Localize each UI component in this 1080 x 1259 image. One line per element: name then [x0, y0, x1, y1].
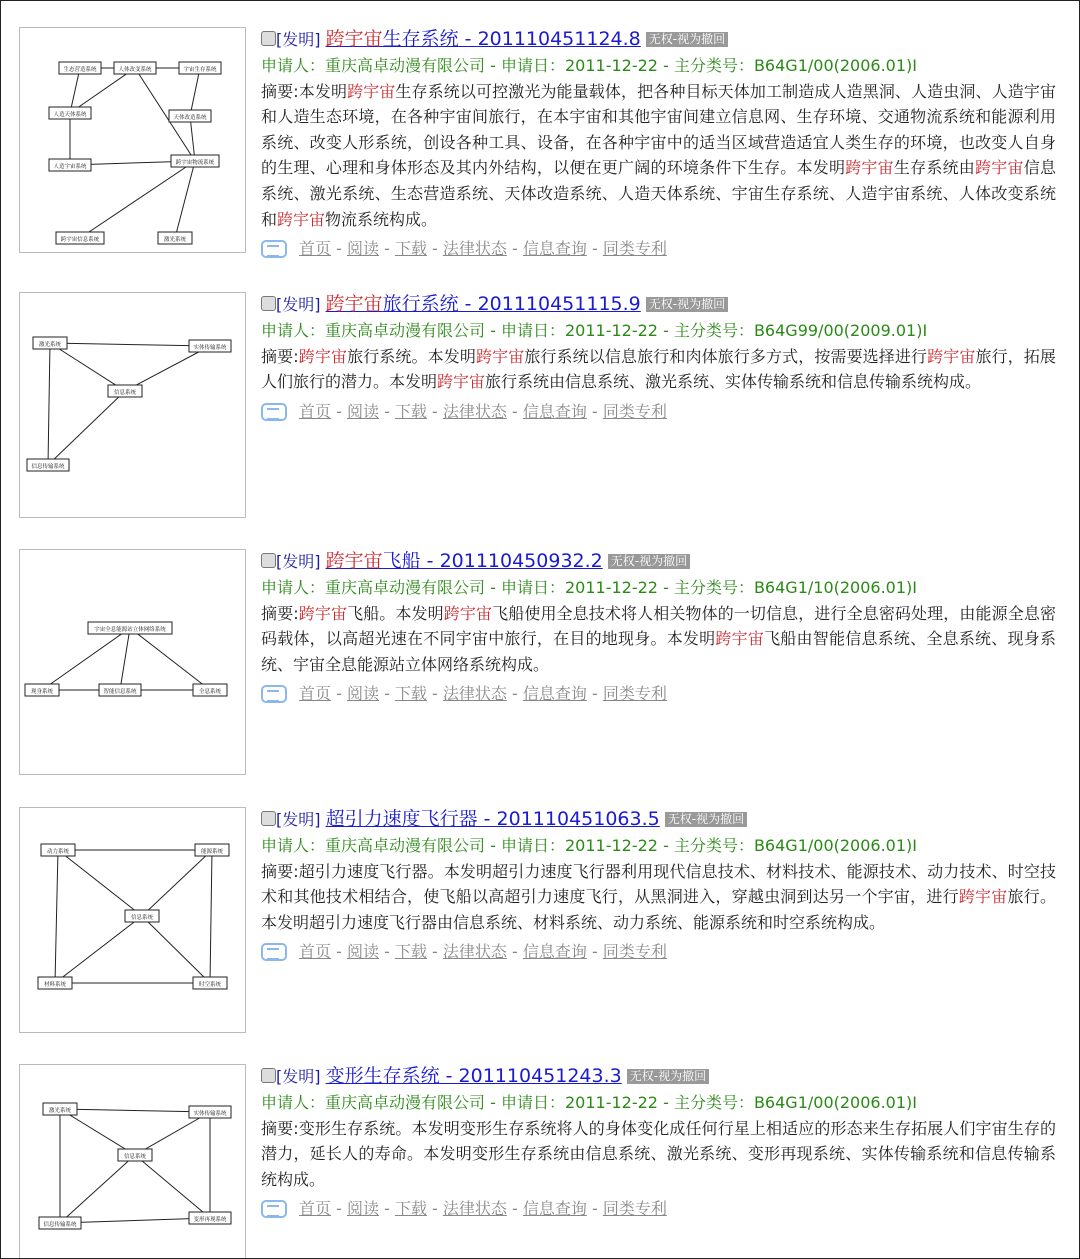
applicant: 重庆高卓动漫有限公司 — [325, 578, 486, 597]
link-separator: - — [586, 942, 603, 962]
svg-text:变形再现系统: 变形再现系统 — [193, 1217, 227, 1223]
patent-number: 201110451115.9 — [477, 293, 641, 315]
title-segment: 跨宇宙 — [325, 550, 383, 572]
svg-text:生态营造系统: 生态营造系统 — [63, 67, 97, 73]
diagram-box — [125, 910, 159, 922]
diagram-box — [158, 232, 192, 244]
document-icon — [261, 240, 287, 258]
abstract-segment: 物流系统构成。 — [325, 209, 438, 229]
diagram-arrow — [135, 1155, 210, 1218]
link-4[interactable]: 信息查询 — [522, 401, 587, 421]
svg-text:激光系统: 激光系统 — [163, 237, 187, 243]
result-item — [1, 549, 1079, 799]
svg-text:实体传输系统: 实体传输系统 — [193, 345, 227, 351]
diagram-box — [171, 155, 219, 167]
link-0[interactable]: 首页 — [299, 942, 332, 962]
link-5[interactable]: 同类专利 — [602, 1199, 667, 1219]
link-1[interactable]: 阅读 — [346, 1199, 379, 1219]
patent-title-link[interactable]: 跨宇宙旅行系统 - 201110451115.9 — [325, 293, 641, 315]
status-badge: 无权-视为撤回 — [646, 297, 728, 312]
abstract: 摘要:本发明跨宇宙生存系统以可控激光为能量载体，把各种目标天体加工制造成人造黑洞、人造虫洞、人造宇宙和人造生态环境，在各种宇宙间旅行，在本宇宙和其他宇宙间建立信息网、生存环境、交通物流系统和能源利用系统、改变人形系统，创设各种工具、设备，在各种宇宙中的适当区域营造适宜人类生存的环境，也改变人自身的生理、心理和身体形态及其内外结构，以便在更广阔的环境条件下生存。本发明跨宇宙生存系统由跨宇宙信息系统、激光系统、生态营造系统、天体改造系统、人造天体系统、宇宙生存系统、人造宇宙系统、人体改变系统和跨宇宙物流系统构成。 — [261, 81, 1056, 229]
result-item — [1, 292, 1079, 542]
select-checkbox[interactable] — [261, 1068, 276, 1083]
title-segment: 飞船 — [382, 550, 421, 572]
svg-text:信息系统: 信息系统 — [130, 915, 154, 921]
status-badge: 无权-视为撤回 — [665, 812, 747, 827]
diagram-arrow — [60, 1218, 210, 1223]
patent-type: [发明] — [276, 552, 321, 571]
abstract-segment: 旅行系统以信息旅行和肉体旅行多方式，按需要选择进行 — [524, 346, 928, 366]
title-segment: 生存系统 — [382, 28, 459, 50]
link-separator: - — [378, 239, 395, 259]
abstract-segment: 生存系统以可控激光为能量载体，把各种目标天体加工制造成人造黑洞、人造虫洞、人造宇宙和人造生态环境，在各种宇宙间旅行，在本宇宙和其他宇宙间建立信息网、生存环境、交通物流系统和能源利用系统、改变人形系统，创设各种工具、设备，在各种宇宙中的适当区域营造适宜人类生存的环境，也改变人自身的生理、心理和身体形态及其内外结构，以便在更广阔的环境条件下生存。本发明 — [261, 81, 1056, 178]
diagram-box — [88, 622, 172, 634]
select-checkbox[interactable] — [261, 553, 276, 568]
main-class: B64G1/00(2006.01)I — [753, 1093, 917, 1112]
patent-title-link[interactable]: 跨宇宙生存系统 - 201110451124.8 — [325, 28, 641, 50]
applicant: 重庆高卓动漫有限公司 — [325, 1093, 486, 1112]
abstract-segment: 跨宇宙 — [298, 603, 348, 623]
link-3[interactable]: 法律状态 — [442, 684, 507, 704]
title-segment: 变形生存系统 — [325, 1065, 440, 1087]
diagram-arrow — [190, 68, 200, 116]
select-checkbox[interactable] — [261, 296, 276, 311]
abstract-segment: 跨宇宙 — [443, 603, 493, 623]
svg-text:信息系统: 信息系统 — [113, 390, 137, 396]
svg-text:现身系统: 现身系统 — [30, 689, 54, 695]
action-links — [261, 236, 1056, 262]
link-separator: - — [426, 942, 443, 962]
diagram-arrow — [48, 391, 125, 465]
diagram-box — [99, 684, 141, 696]
abstract: 摘要:跨宇宙旅行系统。本发明跨宇宙旅行系统以信息旅行和肉体旅行多方式，按需要选择进行跨宇宙旅行，拓展人们旅行的潜力。本发明跨宇宙旅行系统由信息系统、激光系统、实体传输系统和信息传输系统构成。 — [261, 346, 1056, 392]
link-1[interactable]: 阅读 — [346, 401, 379, 421]
result-item — [1, 1064, 1079, 1259]
abstract-segment: 跨宇宙 — [475, 346, 525, 366]
title-segment: 跨宇宙 — [325, 293, 383, 315]
svg-text:激光系统: 激光系统 — [38, 342, 62, 348]
svg-text:动力系统: 动力系统 — [46, 849, 70, 855]
select-checkbox[interactable] — [261, 31, 276, 46]
abstract-segment: 生存系统由 — [893, 158, 976, 178]
abstract-segment: 跨宇宙 — [958, 887, 1008, 907]
abstract: 摘要:跨宇宙飞船。本发明跨宇宙飞船使用全息技术将人相关物体的一切信息，进行全息密码处理，由能源全息密码载体，以高超光速在不同宇宙中旅行，在目的地现身。本发明跨宇宙飞船由智能信息系统、全息系统、现身系统、宇宙全息能源站立体网络系统构成。 — [261, 603, 1056, 674]
diagram-box — [189, 1212, 231, 1224]
abstract-segment: 旅行，拓展人们旅行的潜力。本发明 — [261, 346, 1056, 392]
patent-title-link[interactable]: 跨宇宙飞船 - 201110450932.2 — [325, 550, 603, 572]
link-1[interactable]: 阅读 — [346, 239, 379, 259]
patent-meta: 申请人：重庆高卓动漫有限公司 - 申请日：2011-12-22 - 主分类号：B64G1/10(2006.01)I — [261, 578, 917, 597]
svg-text:跨宇宙物流系统: 跨宇宙物流系统 — [175, 160, 215, 166]
diagram-arrow — [125, 346, 210, 391]
link-separator: - — [378, 942, 395, 962]
status-badge: 无权-视为撤回 — [608, 554, 690, 569]
link-5[interactable]: 同类专利 — [602, 684, 667, 704]
diagram-box — [59, 62, 101, 74]
link-separator: - — [506, 1199, 523, 1219]
diagram-box — [189, 340, 231, 352]
diagram-arrow — [42, 628, 130, 690]
application-date: 2011-12-22 — [565, 1093, 658, 1112]
action-links — [261, 399, 1056, 425]
link-2[interactable]: 下载 — [394, 239, 427, 259]
main-class: B64G99/00(2009.01)I — [753, 321, 928, 340]
svg-text:能源系统: 能源系统 — [200, 849, 224, 855]
patent-number: 201110451063.5 — [496, 808, 660, 830]
abstract-segment: 跨宇宙 — [298, 346, 348, 366]
diagram-arrow — [58, 850, 142, 916]
svg-text:天体改造系统: 天体改造系统 — [173, 115, 207, 121]
abstract: 摘要:变形生存系统。本发明变形生存系统将人的身体变化成任何行星上相适应的形态来生存拓展人们宇宙生存的潜力，延长人的寿命。本发明变形生存系统由信息系统、激光系统、变形再现系统、实体传输系统和信息传输系统构成。 — [261, 1118, 1056, 1189]
patent-number: 201110450932.2 — [439, 550, 603, 572]
action-links — [261, 1196, 1056, 1222]
abstract-segment: 跨宇宙 — [975, 158, 1024, 178]
link-1[interactable]: 阅读 — [346, 942, 379, 962]
applicant: 重庆高卓动漫有限公司 — [325, 321, 486, 340]
result-item — [1, 27, 1079, 277]
diagram-box — [49, 159, 91, 171]
diagram-box — [27, 459, 69, 471]
diagram-box — [49, 107, 91, 119]
svg-text:时空系统: 时空系统 — [198, 982, 222, 988]
patent-meta: 申请人：重庆高卓动漫有限公司 - 申请日：2011-12-22 - 主分类号：B64G99/00(2009.01)I — [261, 321, 928, 340]
svg-text:宇宙生存系统: 宇宙生存系统 — [183, 67, 217, 73]
abstract-segment: 跨宇宙 — [715, 629, 765, 649]
main-class: B64G1/00(2006.01)I — [753, 56, 917, 75]
diagram-box — [189, 1106, 231, 1118]
link-separator: - — [331, 239, 347, 259]
link-separator: - — [331, 684, 347, 704]
action-links — [261, 939, 1056, 965]
link-separator: - — [506, 239, 523, 259]
link-separator: - — [586, 1199, 603, 1219]
abstract-segment: 飞船。本发明 — [347, 603, 444, 623]
patent-number: 201110451243.3 — [458, 1065, 622, 1087]
link-separator: - — [586, 684, 603, 704]
applicant: 重庆高卓动漫有限公司 — [325, 56, 486, 75]
abstract: 摘要:超引力速度飞行器。本发明超引力速度飞行器利用现代信息技术、材料技术、能源技术、动力技术、时空技术和其他技术相结合，使飞船以高超引力速度飞行，从黑洞进入，穿越虫洞到达另一个宇宙，进行跨宇宙旅行。本发明超引力速度飞行器由信息系统、材料系统、动力系统、能源系统和时空系统构成。 — [261, 861, 1056, 932]
abstract-segment: 跨宇宙 — [347, 81, 396, 101]
action-links — [261, 681, 1056, 707]
link-separator: - — [331, 401, 347, 421]
link-separator: - — [378, 401, 395, 421]
link-separator: - — [331, 942, 347, 962]
diagram-arrow — [55, 850, 58, 983]
link-0[interactable]: 首页 — [299, 401, 332, 421]
svg-text:宇宙全息能源站立体网络系统: 宇宙全息能源站立体网络系统 — [94, 627, 166, 633]
diagram-arrow — [70, 68, 80, 113]
main-class: B64G1/10(2006.01)I — [753, 578, 917, 597]
link-4[interactable]: 信息查询 — [522, 684, 587, 704]
link-separator: - — [426, 401, 443, 421]
title-segment: 超引力速度飞行器 — [325, 808, 478, 830]
diagram-arrow — [60, 1109, 210, 1112]
diagram-arrow — [130, 628, 210, 690]
patent-meta: 申请人：重庆高卓动漫有限公司 - 申请日：2011-12-22 - 主分类号：B64G1/00(2006.01)I — [261, 56, 917, 75]
patent-drawing-thumbnail[interactable] — [19, 292, 246, 518]
diagram-arrow — [142, 850, 212, 916]
abstract-segment: 旅行。本发明超引力速度飞行器由信息系统、材料系统、动力系统、能源系统和时空系统构成。 — [261, 887, 1056, 932]
abstract-segment: 旅行系统。本发明 — [347, 346, 476, 366]
link-separator: - — [426, 684, 443, 704]
diagram-box — [179, 62, 221, 74]
svg-text:人造天体系统: 人造天体系统 — [53, 112, 87, 118]
svg-text:跨宇宙信息系统: 跨宇宙信息系统 — [60, 237, 100, 243]
diagram-box — [169, 110, 211, 122]
abstract-segment: 飞船由智能信息系统、全息系统、现身系统、宇宙全息能源站立体网络系统构成。 — [261, 629, 1056, 674]
abstract-segment: 跨宇宙 — [845, 158, 894, 178]
svg-text:实体传输系统: 实体传输系统 — [193, 1111, 227, 1117]
link-separator: - — [426, 239, 443, 259]
abstract-segment: 本发明 — [298, 81, 348, 101]
link-separator: - — [506, 942, 523, 962]
document-icon — [261, 685, 287, 703]
document-icon — [261, 1200, 287, 1218]
status-badge: 无权-视为撤回 — [627, 1069, 709, 1084]
diagram-box — [56, 232, 104, 244]
link-5[interactable]: 同类专利 — [602, 942, 667, 962]
link-3[interactable]: 法律状态 — [442, 401, 507, 421]
application-date: 2011-12-22 — [565, 836, 658, 855]
svg-text:智能信息系统: 智能信息系统 — [103, 689, 137, 695]
link-3[interactable]: 法律状态 — [442, 1199, 507, 1219]
patent-drawing-thumbnail[interactable] — [19, 807, 246, 1033]
patent-type: [发明] — [276, 810, 321, 829]
diagram-box — [193, 684, 227, 696]
svg-text:激光系统: 激光系统 — [48, 1108, 72, 1114]
patent-drawing-thumbnail[interactable] — [19, 27, 246, 253]
diagram-box — [38, 977, 72, 989]
patent-meta: 申请人：重庆高卓动漫有限公司 - 申请日：2011-12-22 - 主分类号：B64G1/00(2006.01)I — [261, 836, 917, 855]
status-badge: 无权-视为撤回 — [646, 32, 728, 47]
link-1[interactable]: 阅读 — [346, 684, 379, 704]
application-date: 2011-12-22 — [565, 578, 658, 597]
diagram-box — [195, 844, 229, 856]
result-item — [1, 807, 1079, 1057]
diagram-arrow — [210, 850, 212, 983]
link-2[interactable]: 下载 — [394, 684, 427, 704]
applicant: 重庆高卓动漫有限公司 — [325, 836, 486, 855]
link-2[interactable]: 下载 — [394, 1199, 427, 1219]
abstract-segment: 跨宇宙 — [277, 209, 326, 229]
diagram-arrow — [70, 68, 135, 113]
diagram-arrow — [50, 343, 125, 391]
link-separator: - — [506, 401, 523, 421]
svg-text:信息系统: 信息系统 — [123, 1154, 147, 1160]
patent-meta: 申请人：重庆高卓动漫有限公司 - 申请日：2011-12-22 - 主分类号：B64G1/00(2006.01)I — [261, 1093, 917, 1112]
application-date: 2011-12-22 — [565, 321, 658, 340]
diagram-box — [108, 385, 142, 397]
diagram-box — [41, 844, 75, 856]
select-checkbox[interactable] — [261, 811, 276, 826]
document-icon — [261, 403, 287, 421]
abstract-segment: 信息系统、激光系统、生态营造系统、天体改造系统、人造天体系统、宇宙生存系统、人造宇宙系统、人体改变系统和 — [261, 158, 1056, 229]
diagram-arrow — [142, 916, 210, 983]
link-separator: - — [586, 239, 603, 259]
patent-number: 201110451124.8 — [477, 28, 641, 50]
application-date: 2011-12-22 — [565, 56, 658, 75]
diagram-arrow — [50, 343, 210, 346]
link-5[interactable]: 同类专利 — [602, 239, 667, 259]
diagram-arrow — [60, 1155, 135, 1223]
patent-type: [发明] — [276, 30, 321, 49]
link-separator: - — [378, 1199, 395, 1219]
diagram-box — [193, 977, 227, 989]
diagram-arrow — [120, 628, 130, 690]
svg-text:人体改变系统: 人体改变系统 — [118, 67, 152, 73]
link-separator: - — [426, 1199, 443, 1219]
diagram-arrow — [55, 916, 142, 983]
patent-drawing-thumbnail[interactable] — [19, 1064, 246, 1259]
link-3[interactable]: 法律状态 — [442, 239, 507, 259]
link-4[interactable]: 信息查询 — [522, 1199, 587, 1219]
diagram-arrow — [48, 343, 50, 465]
diagram-box — [33, 337, 67, 349]
link-5[interactable]: 同类专利 — [602, 401, 667, 421]
diagram-box — [43, 1103, 77, 1115]
abstract-segment: 跨宇宙 — [437, 372, 486, 392]
abstract-segment: 超引力速度飞行器。本发明超引力速度飞行器利用现代信息技术、材料技术、能源技术、动力技术、时空技术和其他技术相结合，使飞船以高超引力速度飞行，从黑洞进入，穿越虫洞到达另一个宇宙，进行 — [261, 861, 1056, 907]
abstract-segment: 跨宇宙 — [927, 346, 976, 366]
link-4[interactable]: 信息查询 — [522, 942, 587, 962]
abstract-segment: 变形生存系统。本发明变形生存系统将人的身体变化成任何行星上相适应的形态来生存拓展人们宇宙生存的潜力，延长人的寿命。本发明变形生存系统由信息系统、激光系统、变形再现系统、实体传输系统和信息传输系统构成。 — [261, 1118, 1056, 1189]
svg-text:人造宇宙系统: 人造宇宙系统 — [53, 164, 87, 170]
svg-text:材料系统: 材料系统 — [43, 982, 67, 988]
svg-text:信息传输系统: 信息传输系统 — [31, 464, 65, 470]
link-2[interactable]: 下载 — [394, 401, 427, 421]
abstract-segment: 飞船使用全息技术将人相关物体的一切信息，进行全息密码处理，由能源全息密码载体，以高超光速在不同宇宙中旅行，在目的地现身。本发明 — [261, 603, 1056, 649]
link-0[interactable]: 首页 — [299, 684, 332, 704]
link-separator: - — [586, 401, 603, 421]
link-separator: - — [331, 1199, 347, 1219]
patent-title-link[interactable]: 变形生存系统 - 201110451243.3 — [325, 1065, 622, 1087]
title-segment: 跨宇宙 — [325, 28, 383, 50]
link-separator: - — [378, 684, 395, 704]
diagram-arrow — [60, 1109, 135, 1155]
link-0[interactable]: 首页 — [299, 1199, 332, 1219]
link-separator: - — [506, 684, 523, 704]
diagram-box — [114, 62, 156, 74]
title-segment: 旅行系统 — [382, 293, 459, 315]
diagram-box — [25, 684, 59, 696]
abstract-segment: 旅行系统由信息系统、激光系统、实体传输系统和信息传输系统构成。 — [485, 372, 982, 392]
link-3[interactable]: 法律状态 — [442, 942, 507, 962]
document-icon — [261, 943, 287, 961]
main-class: B64G1/00(2006.01)I — [753, 836, 917, 855]
svg-text:信息传输系统: 信息传输系统 — [43, 1222, 77, 1228]
patent-drawing-thumbnail[interactable] — [19, 549, 246, 775]
link-4[interactable]: 信息查询 — [522, 239, 587, 259]
patent-title-link[interactable]: 超引力速度飞行器 - 201110451063.5 — [325, 808, 660, 830]
patent-type: [发明] — [276, 1067, 321, 1086]
patent-type: [发明] — [276, 295, 321, 314]
link-2[interactable]: 下载 — [394, 942, 427, 962]
link-0[interactable]: 首页 — [299, 239, 332, 259]
svg-text:全息系统: 全息系统 — [198, 689, 222, 695]
diagram-box — [118, 1149, 152, 1161]
diagram-box — [39, 1217, 81, 1229]
